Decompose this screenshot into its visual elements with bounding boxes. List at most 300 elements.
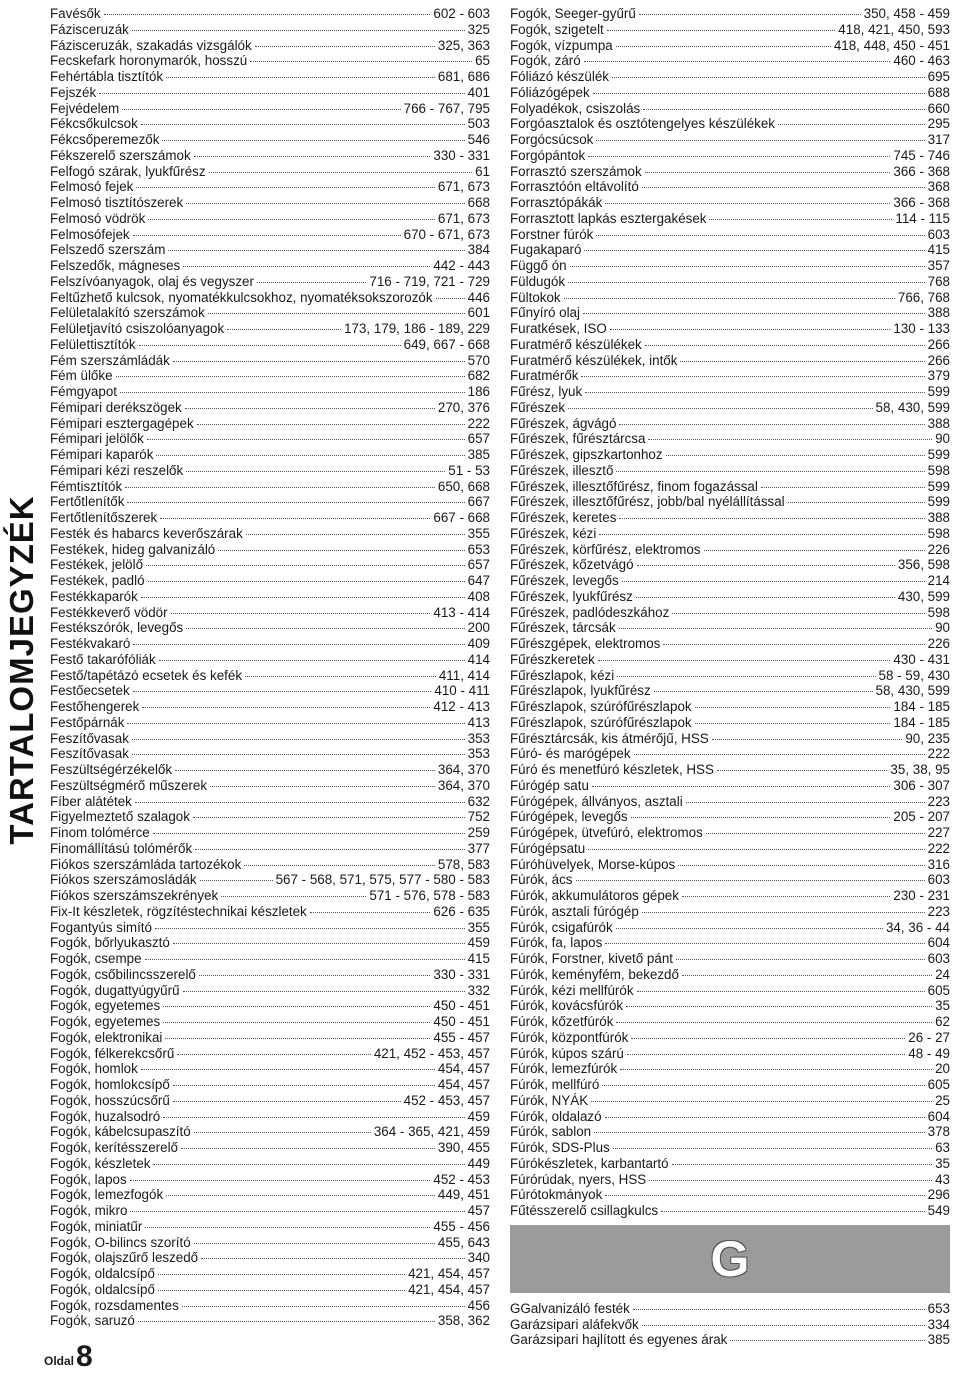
index-pages: 26 - 27 <box>908 1029 950 1045</box>
dot-leader <box>146 564 465 566</box>
index-entry <box>50 983 490 999</box>
dot-leader <box>148 580 465 582</box>
index-term: Fogók, huzalsodró <box>50 1108 161 1124</box>
index-term: Forstner fúrók <box>510 226 594 242</box>
index-pages: 35, 38, 95 <box>890 762 950 777</box>
index-term: Fogantyús simító <box>50 919 152 935</box>
dot-leader <box>583 312 925 314</box>
index-term: Festékkaparók <box>50 588 138 604</box>
index-term: Fogók, lapos <box>50 1171 127 1187</box>
dot-leader <box>682 895 890 897</box>
index-pages: 20 <box>935 1061 950 1077</box>
index-entry <box>510 920 950 936</box>
index-pages: 421, 454, 457 <box>408 1281 490 1297</box>
dot-leader <box>596 234 924 236</box>
index-pages: 368 <box>927 179 950 195</box>
index-pages: 35 <box>935 1155 950 1171</box>
dot-leader <box>730 1339 924 1341</box>
index-term: Fúrók, kúpos szárú <box>510 1045 624 1061</box>
dot-leader <box>175 769 435 771</box>
index-term: Fejszék <box>50 84 97 100</box>
dot-leader <box>177 1053 371 1055</box>
index-entry <box>50 179 490 195</box>
index-entry <box>510 620 950 636</box>
index-entry <box>510 1093 950 1109</box>
dot-leader <box>173 942 465 944</box>
index-entry <box>50 557 490 573</box>
index-pages: 226 <box>927 541 950 557</box>
dot-leader <box>592 785 891 787</box>
dot-leader <box>199 974 431 976</box>
dot-leader <box>153 832 465 834</box>
index-entry <box>510 967 950 983</box>
index-term: Fúrók, központfúrók <box>510 1029 629 1045</box>
index-term: Finom tolómérce <box>50 825 150 840</box>
index-pages: 650, 668 <box>437 478 490 494</box>
index-entry <box>50 809 490 825</box>
index-pages: 90 <box>935 620 950 636</box>
dot-leader <box>250 60 472 62</box>
index-entry <box>50 510 490 526</box>
index-entry <box>510 148 950 164</box>
index-pages: 411, 414 <box>438 667 490 683</box>
index-pages: 667 <box>467 494 490 510</box>
dot-leader <box>678 864 924 866</box>
index-entry <box>50 53 490 69</box>
index-term: Feszítővasak <box>50 746 129 762</box>
index-entry <box>50 904 490 920</box>
index-entry <box>510 1203 950 1219</box>
index-pages: 227 <box>927 825 950 840</box>
index-pages: 421, 452 - 453, 457 <box>373 1045 490 1061</box>
dot-leader <box>619 423 924 425</box>
index-term: Fúrógép satu <box>510 777 589 793</box>
index-term: Fúrók, akkumulátoros gépek <box>510 888 679 903</box>
index-term: Fázisceruzák, szakadás vizsgálók <box>50 37 252 53</box>
index-pages: 401 <box>467 84 490 100</box>
dot-leader <box>622 580 925 582</box>
index-entry <box>50 85 490 101</box>
index-term: Fogók, oldalcsípő <box>50 1266 155 1281</box>
index-term: Fűrészlapok, lyukfűrész <box>510 683 651 699</box>
index-term: Fűrész, lyuk <box>510 384 583 399</box>
dot-leader <box>788 501 925 503</box>
index-entry <box>510 904 950 920</box>
dot-leader <box>605 942 924 944</box>
index-entry <box>510 274 950 290</box>
index-term: Fűrészek, padlódeszkához <box>510 604 670 620</box>
index-term: Fogók, homlokcsípő <box>50 1077 170 1092</box>
index-term: Fúrórúdak, nyers, HSS <box>510 1171 647 1187</box>
index-term: Felületjavító csiszolóanyagok <box>50 321 225 336</box>
dot-leader <box>257 281 366 283</box>
index-entry <box>510 636 950 652</box>
dot-leader <box>125 486 435 488</box>
index-entry <box>50 683 490 699</box>
index-term: Festékek, padló <box>50 573 145 588</box>
index-pages: 24 <box>935 966 950 982</box>
dot-leader <box>173 1084 435 1086</box>
index-entry <box>50 825 490 841</box>
dot-leader <box>610 328 891 330</box>
index-entry <box>50 258 490 274</box>
index-entry <box>50 274 490 290</box>
index-term: Felmosó fejek <box>50 179 134 195</box>
index-term: Fémipari kaparók <box>50 447 154 462</box>
index-term: Fogók, oldalcsípő <box>50 1281 155 1297</box>
index-pages: 647 <box>467 573 490 588</box>
index-entry <box>50 731 490 747</box>
index-term: Fúrók, kőzetfúrók <box>510 1014 614 1029</box>
index-term: Fűrészek, fűrésztárcsa <box>510 431 646 447</box>
index-term: Fogók, olajszűrő leszedő <box>50 1250 199 1266</box>
index-term: Feszültségmérő műszerek <box>50 777 208 793</box>
index-entry <box>510 494 950 510</box>
index-term: Festőhengerek <box>50 699 140 714</box>
index-entry <box>50 69 490 85</box>
dot-leader <box>642 186 925 188</box>
index-pages: 670 - 671, 673 <box>403 226 490 242</box>
index-term: Garázsipari hajlított és egyenes árak <box>510 1332 728 1348</box>
index-term: Fűrészek, keretes <box>510 510 617 525</box>
index-pages: 604 <box>927 935 950 951</box>
index-term: Fém ülőke <box>50 368 113 384</box>
index-pages: 567 - 568, 571, 575, 577 - 580 - 583 <box>275 872 490 888</box>
index-term: Fogók, készletek <box>50 1155 151 1171</box>
index-entry <box>50 321 490 337</box>
dot-leader <box>130 1210 464 1212</box>
index-term: Forgócsúcsok <box>510 132 594 147</box>
index-term: Fémtisztítók <box>50 478 123 494</box>
index-pages: 325, 363 <box>437 37 490 53</box>
index-entry <box>50 1298 490 1314</box>
dot-leader <box>104 13 431 15</box>
dot-leader <box>255 45 435 47</box>
index-entry <box>510 983 950 999</box>
dot-leader <box>706 832 925 834</box>
index-entry <box>510 447 950 463</box>
dot-leader <box>173 360 465 362</box>
index-entry <box>510 1187 950 1203</box>
index-entry <box>510 38 950 54</box>
index-term: Fúrókészletek, karbantartó <box>510 1155 669 1171</box>
index-entry <box>50 857 490 873</box>
index-pages: 549 <box>927 1203 950 1218</box>
dot-leader <box>116 375 465 377</box>
index-entry <box>510 872 950 888</box>
index-entry <box>510 841 950 857</box>
index-entry <box>50 888 490 904</box>
dot-leader <box>676 958 925 960</box>
index-pages: 598 <box>927 525 950 541</box>
index-term: Fíber alátétek <box>50 793 132 809</box>
index-term: Felmosófejek <box>50 226 130 242</box>
dot-leader <box>709 218 892 220</box>
dot-leader <box>158 1289 405 1291</box>
dot-leader <box>127 722 464 724</box>
dot-leader <box>145 1226 430 1228</box>
dot-leader <box>183 990 465 992</box>
index-entry <box>50 479 490 495</box>
dot-leader <box>619 517 924 519</box>
index-entry <box>50 699 490 715</box>
index-term: Festék és habarcs keverőszárak <box>50 525 243 541</box>
dot-leader <box>680 360 924 362</box>
dot-leader <box>633 1308 925 1310</box>
index-pages: 205 - 207 <box>893 809 950 825</box>
index-pages: 48 - 49 <box>908 1045 950 1061</box>
dot-leader <box>639 13 861 15</box>
index-entry <box>50 416 490 432</box>
index-pages: 653 <box>467 541 490 557</box>
dot-leader <box>138 1320 435 1322</box>
index-entry <box>50 305 490 321</box>
index-term: Fűnyíró olaj <box>510 305 580 321</box>
index-entry <box>50 38 490 54</box>
dot-leader <box>636 596 895 598</box>
index-entry <box>50 920 490 936</box>
index-entry <box>50 1187 490 1203</box>
index-pages: 364, 370 <box>437 777 490 793</box>
index-entry <box>50 101 490 117</box>
index-pages: 546 <box>467 132 490 147</box>
index-term: Fúrók, lemezfúrók <box>510 1061 618 1077</box>
index-pages: 449 <box>467 1155 490 1171</box>
index-term: Fiókos szerszámosládák <box>50 872 197 888</box>
index-pages: 384 <box>467 242 490 258</box>
index-term: Festő takarófóliák <box>50 651 156 667</box>
index-term: Fogók, csőbilincsszerelő <box>50 966 196 982</box>
dot-leader <box>147 438 465 440</box>
index-entry <box>510 22 950 38</box>
index-entry <box>50 22 490 38</box>
index-term: Fogók, csempe <box>50 951 142 966</box>
index-pages: 390, 455 <box>437 1140 490 1155</box>
index-entry <box>50 1172 490 1188</box>
index-pages: 364 - 365, 421, 459 <box>373 1124 490 1140</box>
index-entry <box>510 242 950 258</box>
index-pages: 388 <box>927 305 950 321</box>
dot-leader <box>672 612 924 614</box>
index-entry <box>50 872 490 888</box>
index-entry <box>50 951 490 967</box>
index-pages: 90, 235 <box>905 730 950 746</box>
index-entry <box>510 337 950 353</box>
index-term: Fúrógépek, állványos, asztali <box>510 793 683 809</box>
index-term: Füldugók <box>510 273 566 289</box>
index-pages: 671, 673 <box>437 179 490 195</box>
index-term: Fóliázógépek <box>510 84 590 100</box>
index-term: Forgóasztalok és osztótengelyes készülékek <box>510 116 775 132</box>
index-entry <box>510 305 950 321</box>
index-pages: 296 <box>927 1187 950 1203</box>
index-entry <box>510 683 950 699</box>
index-entry <box>50 841 490 857</box>
dot-leader <box>208 312 465 314</box>
index-term: Fúró és menetfúró készletek, HSS <box>510 762 714 777</box>
dot-leader <box>156 454 464 456</box>
index-entry <box>510 1317 950 1333</box>
index-pages: 316 <box>927 856 950 872</box>
index-term: Fogók, egyetemes <box>50 998 161 1014</box>
index-entry <box>50 1093 490 1109</box>
dot-leader <box>619 627 932 629</box>
index-entry <box>510 258 950 274</box>
dot-leader <box>168 249 464 251</box>
index-pages: 668 <box>467 195 490 210</box>
index-entry <box>50 1235 490 1251</box>
dot-leader <box>584 249 924 251</box>
index-pages: 766 - 767, 795 <box>403 100 490 116</box>
index-entry <box>510 53 950 69</box>
index-term: Felfogó szárak, lyukfűrész <box>50 163 206 179</box>
index-term: Fiókos szerszámszekrények <box>50 888 219 903</box>
dot-leader <box>185 407 435 409</box>
index-term: Fúróhüvelyek, Morse-kúpos <box>510 856 676 872</box>
index-pages: 657 <box>467 431 490 447</box>
dot-leader <box>194 155 431 157</box>
index-term: Fehértábla tisztítók <box>50 69 164 84</box>
index-pages: 667 - 668 <box>433 510 490 525</box>
index-entry <box>510 1046 950 1062</box>
index-pages: 605 <box>927 982 950 998</box>
index-pages: 43 <box>935 1171 950 1187</box>
index-pages: 752 <box>467 809 490 825</box>
index-pages: 173, 179, 186 - 189, 229 <box>344 321 490 336</box>
dot-leader <box>186 470 445 472</box>
index-entry <box>50 1219 490 1235</box>
index-term: Forrasztott lapkás esztergakések <box>510 210 707 226</box>
dot-leader <box>626 1005 932 1007</box>
dot-leader <box>159 659 465 661</box>
index-pages: 601 <box>467 305 490 321</box>
index-pages: 599 <box>927 478 950 494</box>
index-term: Fúrók, mellfúró <box>510 1077 600 1092</box>
index-term: Fogók, bőrlyukasztó <box>50 935 170 951</box>
index-pages: 214 <box>927 573 950 588</box>
index-pages: 430 - 431 <box>893 651 950 667</box>
index-entry <box>510 400 950 416</box>
index-term: Fűrészek <box>510 399 566 415</box>
dot-leader <box>171 612 431 614</box>
index-entry <box>50 1140 490 1156</box>
index-pages: 452 - 453, 457 <box>403 1092 490 1108</box>
index-entry <box>50 652 490 668</box>
index-list-g <box>510 1301 950 1348</box>
dot-leader <box>607 29 836 31</box>
index-entry <box>510 1332 950 1348</box>
index-pages: 456 <box>467 1297 490 1313</box>
index-pages: 325 <box>467 21 490 37</box>
index-entry <box>50 998 490 1014</box>
index-term: Furatmérő készülékek, intők <box>510 352 678 368</box>
index-term: Fugakaparó <box>510 242 582 258</box>
index-entry <box>50 1313 490 1329</box>
dot-leader <box>135 801 465 803</box>
dot-leader <box>588 848 924 850</box>
index-pages: 571 - 576, 578 - 583 <box>369 888 490 903</box>
index-term: Festékek, jelölő <box>50 557 144 573</box>
index-entry <box>510 6 950 22</box>
index-pages: 63 <box>935 1140 950 1155</box>
index-pages: 353 <box>467 730 490 746</box>
index-term: Fúrók, fa, lapos <box>510 935 603 951</box>
dot-leader <box>704 549 925 551</box>
dot-leader <box>194 1131 371 1133</box>
index-pages: 377 <box>467 840 490 856</box>
index-entry <box>50 589 490 605</box>
dot-leader <box>570 265 925 267</box>
index-pages: 184 - 185 <box>893 699 950 714</box>
index-pages: 223 <box>927 793 950 809</box>
index-pages: 671, 673 <box>437 210 490 226</box>
index-pages: 222 <box>927 746 950 762</box>
index-term: Fogók, hosszúcsőrű <box>50 1092 170 1108</box>
index-term: Fiókos szerszámláda tartozékok <box>50 856 242 872</box>
dot-leader <box>162 139 464 141</box>
index-pages: 599 <box>927 447 950 462</box>
dot-leader <box>686 801 925 803</box>
index-term: Fémipari derékszögek <box>50 399 182 415</box>
index-pages: 358, 362 <box>437 1313 490 1329</box>
index-pages: 379 <box>927 368 950 384</box>
index-term: Fűrészgépek, elektromos <box>510 636 661 651</box>
dot-leader <box>616 927 883 929</box>
dot-leader <box>133 690 432 692</box>
dot-leader <box>616 1021 932 1023</box>
index-pages: 388 <box>927 415 950 431</box>
index-term: Fűrészek, illesztőfűrész, jobb/bal nyélállítással <box>510 494 785 510</box>
index-entry <box>510 605 950 621</box>
index-pages: 317 <box>927 132 950 147</box>
dot-leader <box>142 706 430 708</box>
index-term: Fúrók, kézi mellfúrók <box>510 982 634 998</box>
index-term: Furatmérő készülékek <box>510 336 642 352</box>
dot-leader <box>141 1068 435 1070</box>
dot-leader <box>695 722 891 724</box>
dot-leader <box>599 533 924 535</box>
dot-leader <box>173 1100 401 1102</box>
index-term: Fűrészek, lyukfűrész <box>510 588 633 604</box>
dot-leader <box>139 344 401 346</box>
index-entry <box>510 794 950 810</box>
index-pages: 114 - 115 <box>895 210 950 226</box>
index-pages: 459 <box>467 935 490 951</box>
index-pages: 334 <box>927 1316 950 1332</box>
index-entry <box>510 1124 950 1140</box>
index-entry <box>50 715 490 731</box>
index-pages: 61 <box>475 163 490 179</box>
index-entry <box>510 1140 950 1156</box>
index-pages: 184 - 185 <box>893 714 950 730</box>
dot-leader <box>564 297 895 299</box>
index-pages: 415 <box>467 951 490 966</box>
index-term: Fűrészlapok, kézi <box>510 667 615 683</box>
index-term: Fűrészek, kőzetvágó <box>510 557 634 573</box>
index-pages: 413 - 414 <box>433 604 490 620</box>
index-term: Felszedő szerszám <box>50 242 166 258</box>
index-pages: 418, 448, 450 - 451 <box>833 37 950 53</box>
dot-leader <box>596 139 924 141</box>
dot-leader <box>145 958 465 960</box>
dot-leader <box>136 186 435 188</box>
index-pages: 62 <box>935 1014 950 1029</box>
index-entry <box>50 494 490 510</box>
index-pages: 356, 598 <box>897 557 950 573</box>
page-number-block <box>44 1340 106 1373</box>
index-pages: 695 <box>927 69 950 84</box>
index-term: Fogók, rozsdamentes <box>50 1297 179 1313</box>
